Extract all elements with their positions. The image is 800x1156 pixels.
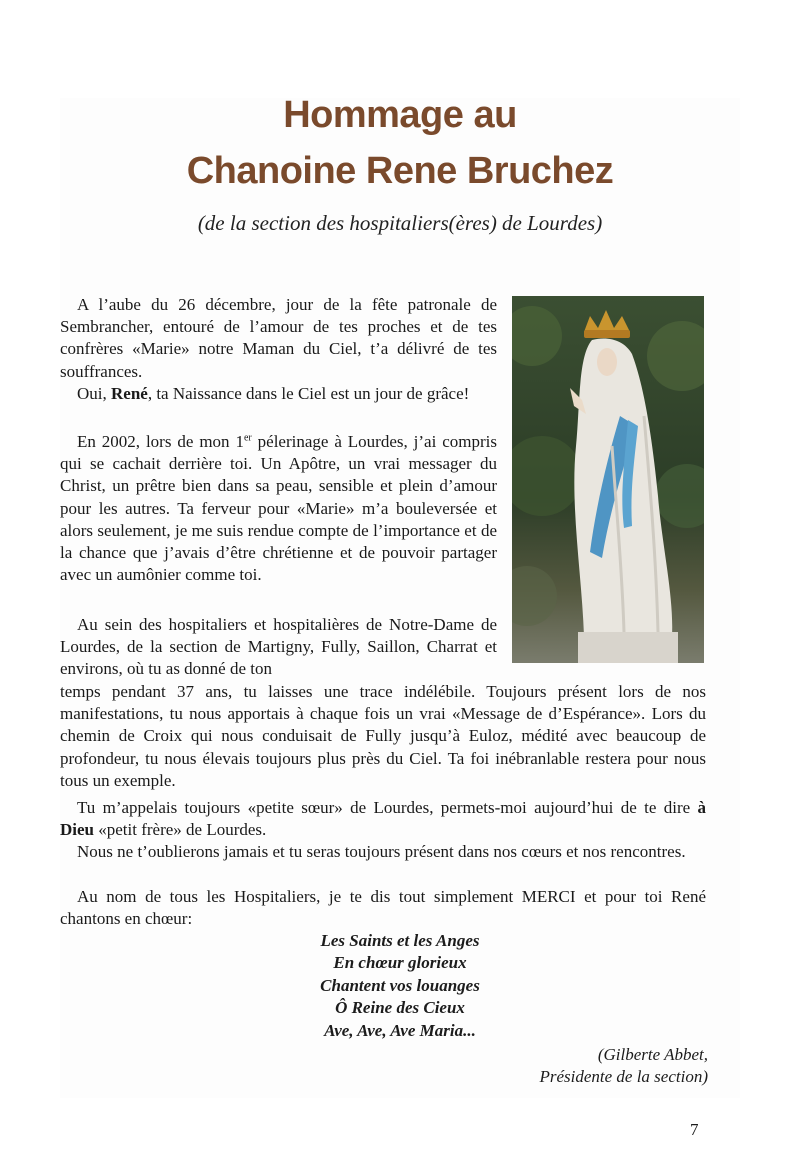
paragraph-2-start: Oui, xyxy=(77,384,111,403)
hymn-line: Chantent vos louanges xyxy=(320,975,480,995)
paragraph-3-start: En 2002, lors de mon 1 xyxy=(77,432,244,451)
article-subtitle: (de la section des hospitaliers(ères) de Lourdes) xyxy=(197,211,603,235)
paragraph-5-end: «petit frère» de Lourdes. xyxy=(94,820,267,840)
paragraph-6: Nous ne t’oublierons jamais et tu seras toujours présent dans nos cœurs et nos rencontres. xyxy=(77,842,686,861)
paragraph-4-narrow: Au sein des hospitaliers et hospitalières de Notre-Dame de Lourdes, de la section de Martigny, Fully, Saillon, Charrat et environs, où tu as donné de ton xyxy=(60,615,497,679)
hymn-line: Les Saints et les Anges xyxy=(320,931,480,950)
paragraph-4-wide: temps pendant 37 ans, tu laisses une trace indélébile. Toujours présent lors de nos manifestations, tu nous apportais à chaque fois un vrai «Message de d’Espérance». Lors du chemin de Croix qui nous conduisait de Fully jusqu’à Euloz, médité avec beaucoup de profondeur, tu nous élevais toujours plus près du Ciel. Ta foi inébranlable restera pour nous tous un exemple. xyxy=(60,682,706,790)
hymn-line: En chœur glorieux xyxy=(333,953,467,973)
paragraph-2 xyxy=(60,383,497,405)
paragraph-5-bold: à Dieu xyxy=(60,798,706,840)
signature xyxy=(539,1044,708,1089)
paragraph-5 xyxy=(60,797,706,841)
paragraph-2-end: , ta Naissance dans le Ciel est un jour de grâce! xyxy=(147,384,470,403)
virgin-mary-statue-photo xyxy=(512,296,704,663)
paragraph-2-name: René xyxy=(111,384,148,403)
signature-role: Présidente de la section) xyxy=(539,1067,708,1087)
paragraph-3-end: pélerinage à Lourdes, j’ai compris qui se cachait derrière toi. Un Apôtre, un vrai messager du Christ, un prêtre bien dans sa peau, sensible et plein d’amour pour les autres. Ta ferveur pour «Marie» m’a bouleversée et alors seulement, je me suis rendue compte de l’importance et de la chance que j’avais d’être chrétienne et de pouvoir partager avec un aumônier comme toi. xyxy=(60,432,497,585)
paragraph-5-start: Tu m’appelais toujours «petite sœur» de Lourdes, permets-moi aujourd’hui de te dire xyxy=(77,798,698,817)
page-number: 7 xyxy=(690,1120,699,1139)
hymn-verse xyxy=(0,930,800,1042)
paragraph-3 xyxy=(60,431,497,586)
paragraph-3-superscript: er xyxy=(243,432,252,444)
article-title-line-2: Chanoine Rene Bruchez xyxy=(186,150,614,192)
paragraph-7: Au nom de tous les Hospitaliers, je te dis tout simplement MERCI et pour toi René chantons en chœur: xyxy=(60,887,706,929)
article-title-line-1: Hommage au xyxy=(283,94,517,136)
hymn-line: Ô Reine des Cieux xyxy=(335,998,465,1018)
hymn-line: Ave, Ave, Ave Maria... xyxy=(324,1020,476,1040)
paragraph-1: A l’aube du 26 décembre, jour de la fête patronale de Sembrancher, entouré de l’amour de tes proches et de tes confrères «Marie» notre Maman du Ciel, t’a délivré de tes souffrances. xyxy=(60,295,497,381)
signature-name: (Gilberte Abbet, xyxy=(597,1045,708,1064)
